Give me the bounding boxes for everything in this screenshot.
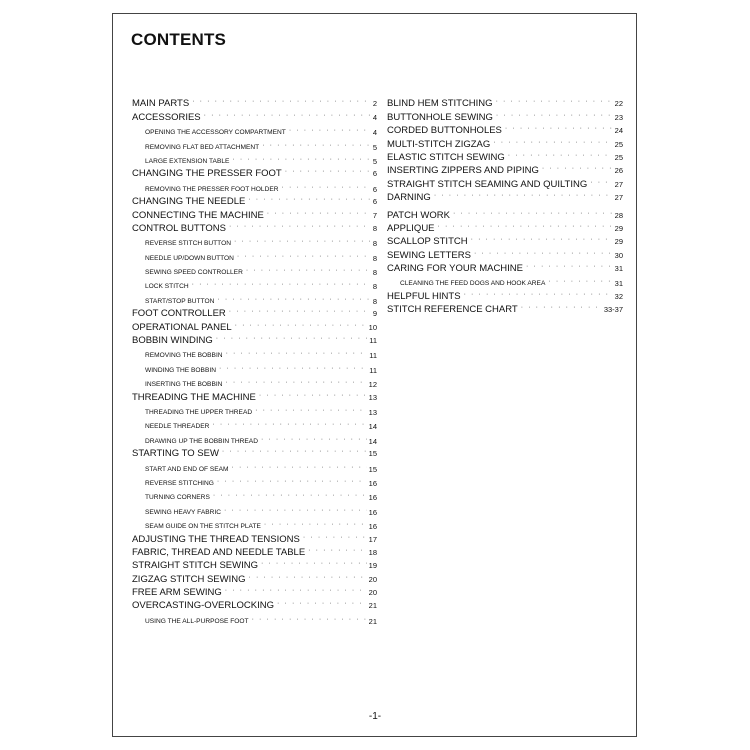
toc-entry [387, 289, 623, 302]
dot-leader [235, 320, 367, 332]
toc-subentry [132, 292, 377, 306]
toc-entry-label: FREE ARM SEWING [132, 587, 222, 599]
toc-entry-page: 21 [368, 601, 377, 611]
toc-entry-label: NEEDLE THREADER [145, 423, 210, 431]
dot-leader [212, 419, 366, 430]
toc-subentry [132, 432, 377, 446]
toc-entry-page: 8 [372, 239, 377, 249]
toc-entry [132, 334, 377, 347]
toc-entry-label: INSERTING THE BOBBIN [145, 381, 223, 389]
toc-entry-page: 31 [614, 264, 623, 274]
toc-subentry [132, 503, 377, 517]
toc-subentry [132, 518, 377, 532]
toc-entry-label: FOOT CONTROLLER [132, 308, 226, 320]
toc-entry-page: 18 [368, 547, 377, 557]
toc-subentry [132, 404, 377, 418]
toc-entry-page: 5 [372, 156, 377, 166]
toc-entry-label: HELPFUL HINTS [387, 290, 461, 302]
toc-entry-page: 4 [372, 112, 377, 122]
toc-entry-page: 14 [368, 436, 377, 446]
dot-leader [521, 302, 602, 314]
dot-leader [255, 405, 367, 416]
toc-subentry [132, 612, 377, 626]
dot-leader [229, 221, 371, 233]
toc-entry-page: 22 [614, 99, 623, 109]
toc-entry-page: 17 [368, 534, 377, 544]
toc-subentry [132, 153, 377, 167]
toc-entry-page: 29 [614, 223, 623, 233]
toc-entry [132, 307, 377, 320]
toc-entry-label: REVERSE STITCH BUTTON [145, 240, 231, 248]
toc-entry-label: APPLIQUE [387, 222, 435, 234]
dot-leader [496, 110, 613, 122]
toc-entry-label: MULTI-STITCH ZIGZAG [387, 138, 491, 150]
dot-leader [282, 182, 371, 193]
toc-entry-label: CHANGING THE PRESSER FOOT [132, 168, 282, 180]
dot-leader [493, 137, 612, 149]
toc-entry-label: LOCK STITCH [145, 283, 189, 291]
toc-entry-page: 6 [372, 184, 377, 194]
dot-leader [217, 476, 367, 487]
toc-entry [132, 559, 377, 572]
toc-entry-page: 13 [368, 407, 377, 417]
toc-entry-label: ADJUSTING THE THREAD TENSIONS [132, 533, 300, 545]
toc-entry-label: FABRIC, THREAD AND NEEDLE TABLE [132, 546, 306, 558]
toc-entry-label: SEWING LETTERS [387, 249, 471, 261]
toc-entry [387, 262, 623, 275]
toc-entry-page: 20 [368, 588, 377, 598]
page-title: CONTENTS [131, 30, 227, 49]
toc-entry-label: USING THE ALL-PURPOSE FOOT [145, 617, 249, 625]
toc-entry-label: STARTING TO SEW [132, 448, 219, 460]
toc-entry [387, 97, 623, 110]
toc-entry-page: 13 [368, 392, 377, 402]
toc-entry-label: WINDING THE BOBBIN [145, 366, 216, 374]
dot-leader [216, 333, 367, 345]
toc-entry-label: SEWING HEAVY FABRIC [145, 508, 221, 516]
dot-leader [229, 306, 371, 318]
toc-entry [132, 195, 377, 208]
toc-entry-page: 10 [368, 322, 377, 332]
toc-entry-page: 8 [372, 296, 377, 306]
dot-leader [590, 177, 612, 189]
toc-entry [387, 124, 623, 137]
toc-entry-page: 27 [614, 193, 623, 203]
toc-entry [387, 177, 623, 190]
dot-leader [252, 614, 367, 625]
toc-entry [387, 222, 623, 235]
dot-leader [225, 377, 366, 388]
dot-leader [267, 208, 371, 220]
toc-entry-label: ZIGZAG STITCH SEWING [132, 573, 246, 585]
toc-entry-page: 32 [614, 291, 623, 301]
dot-leader [222, 446, 367, 458]
toc-entry-label: REVERSE STITCHING [145, 479, 214, 487]
toc-entry-label: SEAM GUIDE ON THE STITCH PLATE [145, 523, 261, 531]
dot-leader [277, 598, 367, 610]
toc-entry-page: 11 [369, 336, 377, 346]
toc-entry-label: CONNECTING THE MACHINE [132, 209, 264, 221]
dot-leader [192, 279, 371, 290]
toc-entry-page: 5 [372, 142, 377, 152]
toc-entry [132, 97, 377, 110]
toc-entry-page: 2 [372, 99, 377, 109]
toc-entry-page: 31 [614, 279, 623, 289]
toc-entry-label: DRAWING UP THE BOBBIN THREAD [145, 437, 258, 445]
toc-entry [132, 167, 377, 180]
toc-entry [132, 208, 377, 221]
toc-entry-label: CHANGING THE NEEDLE [132, 196, 246, 208]
toc-entry-label: CONTROL BUTTONS [132, 222, 226, 234]
toc-entry-page: 8 [372, 253, 377, 263]
toc-entry-label: OPERATIONAL PANEL [132, 321, 232, 333]
toc-entry-label: STITCH REFERENCE CHART [387, 304, 518, 316]
toc-entry-page: 7 [372, 210, 377, 220]
dot-leader [217, 294, 370, 305]
toc-entry [132, 390, 377, 403]
toc-entry-label: BUTTONHOLE SEWING [387, 111, 493, 123]
toc-subentry [132, 376, 377, 390]
toc-entry-label: MAIN PARTS [132, 98, 190, 110]
dot-leader [225, 585, 367, 597]
toc-entry-label: START AND END OF SEAM [145, 465, 229, 473]
dot-leader [234, 236, 371, 247]
toc-entry [132, 320, 377, 333]
toc-entry-label: TURNING CORNERS [145, 494, 210, 502]
toc-entry-label: CLEANING THE FEED DOGS AND HOOK AREA [400, 280, 546, 288]
toc-entry-page: 19 [368, 561, 377, 571]
page-number: -1- [368, 711, 382, 722]
toc-entry-label: THREADING THE UPPER THREAD [145, 408, 253, 416]
toc-subentry [387, 275, 623, 289]
dot-leader [285, 166, 371, 178]
dot-leader [508, 150, 613, 162]
toc-entry-label: OPENING THE ACCESSORY COMPARTMENT [145, 129, 286, 137]
toc-entry-page: 8 [372, 282, 377, 292]
toc-entry-page: 11 [369, 351, 377, 361]
toc-entry-label: NEEDLE UP/DOWN BUTTON [145, 254, 234, 262]
dot-leader [246, 265, 371, 276]
toc-entry [387, 110, 623, 123]
toc-entry [387, 235, 623, 248]
dot-leader [474, 248, 613, 260]
toc-entry-label: STRAIGHT STITCH SEWING [132, 560, 258, 572]
toc-left-column [132, 97, 377, 627]
toc-subentry [132, 264, 377, 278]
dot-leader [261, 558, 367, 570]
toc-subentry [132, 138, 377, 152]
toc-entry-page: 16 [368, 493, 377, 503]
toc-entry-page: 16 [368, 507, 377, 517]
toc-right-column [387, 97, 623, 316]
dot-leader [248, 572, 366, 584]
toc-entry-page: 33-37 [603, 305, 623, 315]
toc-entry-page: 8 [372, 268, 377, 278]
toc-entry-page: 4 [372, 128, 377, 138]
toc-entry [387, 164, 623, 177]
toc-entry [132, 546, 377, 559]
dot-leader [237, 251, 371, 262]
toc-entry-label: BLIND HEM STITCHING [387, 98, 493, 110]
toc-entry-page: 29 [614, 237, 623, 247]
dot-leader [496, 96, 613, 108]
toc-entry-label: CORDED BUTTONHOLES [387, 125, 502, 137]
toc-entry-label: START/STOP BUTTON [145, 297, 215, 305]
toc-subentry [132, 180, 377, 194]
dot-leader [219, 363, 367, 374]
dot-leader [226, 348, 368, 359]
toc-entry [387, 248, 623, 261]
dot-leader [248, 194, 371, 206]
toc-entry-label: REMOVING THE BOBBIN [145, 352, 223, 360]
toc-entry-page: 16 [368, 522, 377, 532]
toc-entry-page: 25 [614, 139, 623, 149]
toc-entry-page: 15 [368, 449, 377, 459]
toc-entry [132, 532, 377, 545]
dot-leader [192, 96, 371, 108]
dot-leader [264, 519, 367, 530]
toc-entry-label: SCALLOP STITCH [387, 236, 468, 248]
toc-entry-label: THREADING THE MACHINE [132, 391, 256, 403]
dot-leader [434, 190, 613, 202]
dot-leader [262, 140, 371, 151]
toc-entry-page: 30 [614, 250, 623, 260]
toc-entry-page: 9 [372, 309, 377, 319]
toc-entry-page: 25 [614, 152, 623, 162]
dot-leader [464, 289, 613, 301]
toc-subentry [132, 460, 377, 474]
toc-entry-label: INSERTING ZIPPERS AND PIPING [387, 165, 539, 177]
toc-entry-label: ACCESSORIES [132, 111, 201, 123]
toc-entry-page: 28 [614, 210, 623, 220]
toc-entry [387, 208, 623, 221]
toc-entry-label: REMOVING FLAT BED ATTACHMENT [145, 143, 260, 151]
dot-leader [289, 125, 371, 136]
toc-subentry [132, 489, 377, 503]
toc-entry-label: DARNING [387, 192, 431, 204]
toc-entry-label: ELASTIC STITCH SEWING [387, 151, 505, 163]
toc-entry [132, 222, 377, 235]
toc-entry-page: 23 [614, 112, 623, 122]
dot-leader [213, 490, 367, 501]
toc-entry-label: SEWING SPEED CONTROLLER [145, 269, 243, 277]
dot-leader [542, 163, 613, 175]
toc-subentry [132, 347, 377, 361]
toc-subentry [132, 249, 377, 263]
toc-entry-page: 8 [372, 223, 377, 233]
dot-leader [232, 462, 367, 473]
toc-subentry [132, 361, 377, 375]
toc-entry [132, 447, 377, 460]
toc-entry-label: REMOVING THE PRESSER FOOT HOLDER [145, 185, 279, 193]
dot-leader [204, 110, 371, 122]
toc-entry-page: 24 [614, 126, 623, 136]
toc-entry-page: 6 [372, 169, 377, 179]
toc-entry-page: 26 [614, 166, 623, 176]
toc-subentry [132, 278, 377, 292]
dot-leader [308, 545, 366, 557]
toc-entry-label: LARGE EXTENSION TABLE [145, 157, 230, 165]
toc-entry-page: 14 [368, 422, 377, 432]
toc-entry-page: 16 [368, 478, 377, 488]
toc-entry-page: 6 [372, 197, 377, 207]
toc-entry [387, 137, 623, 150]
toc-entry-label: OVERCASTING-OVERLOCKING [132, 600, 274, 612]
dot-leader [232, 154, 370, 165]
toc-entry-page: 12 [368, 380, 377, 390]
dot-leader [505, 123, 613, 135]
dot-leader [303, 532, 367, 544]
toc-entry [132, 586, 377, 599]
dot-leader [259, 390, 367, 402]
dot-leader [471, 234, 613, 246]
toc-entry-page: 15 [368, 464, 377, 474]
toc-entry [132, 599, 377, 612]
toc-entry-label: BOBBIN WINDING [132, 335, 213, 347]
toc-entry-label: PATCH WORK [387, 209, 450, 221]
toc-entry-page: 27 [614, 179, 623, 189]
toc-entry [132, 110, 377, 123]
toc-subentry [132, 418, 377, 432]
dot-leader [438, 221, 613, 233]
toc-entry [132, 572, 377, 585]
toc-subentry [132, 124, 377, 138]
toc-subentry [132, 235, 377, 249]
toc-entry-page: 20 [368, 574, 377, 584]
toc-entry [387, 191, 623, 204]
toc-entry-label: CARING FOR YOUR MACHINE [387, 263, 524, 275]
toc-entry [387, 151, 623, 164]
dot-leader [453, 208, 613, 220]
dot-leader [548, 276, 612, 287]
toc-entry-label: STRAIGHT STITCH SEAMING AND QUILTING [387, 178, 588, 190]
dot-leader [224, 505, 367, 516]
toc-entry-page: 21 [368, 616, 377, 626]
toc-subentry [132, 475, 377, 489]
dot-leader [526, 261, 613, 273]
toc-entry [387, 303, 623, 316]
toc-entry-page: 11 [369, 365, 377, 375]
dot-leader [261, 434, 367, 445]
